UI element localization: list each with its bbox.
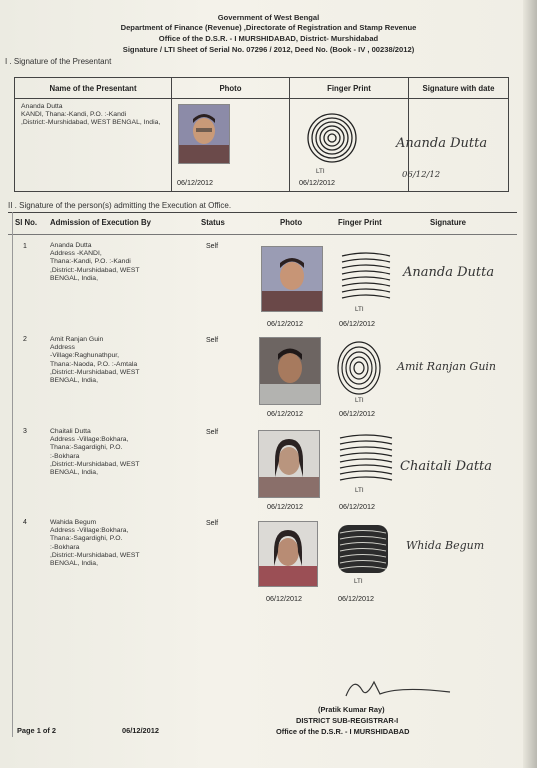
row4-address: Wahida Begum Address -Village:Bokhara, Thana:-Sagardighi, P.O. :-Bokhara ,District:-Murshidabad, WEST BENGAL, India, [50, 519, 140, 568]
row2-fingerprint [336, 340, 382, 396]
registrar-signature-mark [340, 672, 460, 702]
row4-sl: 4 [23, 519, 27, 526]
col-name-of-presentant: Name of the Presentant [15, 78, 172, 99]
row1-address: Ananda Dutta Address -KANDI, Thana:-Kandi, P.O. :-Kandi ,District:-Murshidabad, WEST BENGAL, India, [50, 242, 140, 282]
row3-fp-date: 06/12/2012 [339, 502, 375, 511]
presentant-signature: Ananda Dutta [396, 136, 488, 151]
row3-photo [258, 430, 320, 498]
row4-fingerprint [334, 523, 392, 575]
fingerprint-icon [334, 523, 392, 575]
col-photo: Photo [172, 78, 290, 99]
header-government: Government of West Bengal [217, 13, 320, 22]
row1-signature: Ananda Dutta [403, 265, 495, 280]
row3-signature: Chaitali Datta [400, 459, 493, 474]
presentant-address: Ananda Dutta KANDI, Thana:-Kandi, P.O. :-Kandi ,District:-Murshidabad, WEST BENGAL, India, [21, 103, 161, 127]
row2-sl: 2 [23, 336, 27, 343]
row3-fingerprint [338, 432, 394, 482]
presentant-lti: LTI [316, 168, 325, 175]
person-photo-icon [259, 522, 317, 586]
col-finger-print-2: Finger Print [338, 218, 382, 227]
presentant-fp-date: 06/12/2012 [299, 178, 335, 187]
row1-fingerprint [340, 248, 392, 302]
row3-photo-date: 06/12/2012 [267, 502, 303, 511]
row3-address: Chaitali Dutta Address -Village:Bokhara, Thana:-Sagardighi, P.O. :-Bokhara ,District:-Murshidabad, WEST BENGAL, India, [50, 428, 140, 477]
header-serial: Signature / LTI Sheet of Serial No. 07296 / 2012, Deed No. (Book - IV , 00238/2012) [122, 45, 415, 54]
header-department: Department of Finance (Revenue) ,Directorate of Registration and Stamp Revenue [120, 23, 417, 32]
fingerprint-icon [336, 340, 382, 396]
person-photo-icon [179, 105, 229, 163]
col-photo-2: Photo [280, 218, 303, 227]
col-admission-by: Admission of Execution By [50, 218, 151, 227]
section2-title: II . Signature of the person(s) admitting the Execution at Office. [8, 201, 232, 210]
row2-photo-date: 06/12/2012 [267, 409, 303, 418]
row2-signature: Amit Ranjan Guin [397, 360, 497, 373]
person-photo-icon [260, 338, 320, 404]
presentant-photo [178, 104, 230, 164]
row3-sl: 3 [23, 428, 27, 435]
row1-fp-date: 06/12/2012 [339, 319, 375, 328]
page-edge-shadow [523, 0, 537, 768]
fingerprint-icon [338, 432, 394, 482]
section2-header-top-rule [8, 212, 517, 213]
person-photo-icon [259, 431, 319, 497]
row2-fp-date: 06/12/2012 [339, 409, 375, 418]
row1-status: Self [206, 243, 219, 250]
row1-lti: LTI [355, 306, 364, 313]
header-office: Office of the D.S.R. - I MURSHIDABAD, District- Murshidabad [158, 34, 379, 43]
row2-photo [259, 337, 321, 405]
footer-date: 06/12/2012 [122, 726, 159, 735]
row2-lti: LTI [355, 397, 364, 404]
col-finger-print: Finger Print [290, 78, 409, 99]
section2-header-bottom-rule [8, 234, 517, 235]
officer-designation: DISTRICT SUB-REGISTRAR-I [296, 716, 399, 725]
row1-photo [261, 246, 323, 312]
row3-status: Self [206, 429, 219, 436]
presentant-photo-date: 06/12/2012 [177, 178, 213, 187]
row2-address: Amit Ranjan Guin Address -Village:Raghunathpur, Thana:-Naoda, P.O. :-Amtala ,District:-Murshidabad, WEST BENGAL, India, [50, 336, 140, 385]
person-photo-icon [262, 247, 322, 311]
row4-fp-date: 06/12/2012 [338, 594, 374, 603]
col-sl-no: Sl No. [15, 218, 38, 227]
officer-name: (Pratik Kumar Ray) [318, 705, 385, 714]
page-number: Page 1 of 2 [17, 726, 57, 735]
row3-lti: LTI [355, 487, 364, 494]
row4-photo [258, 521, 318, 587]
officer-office: Office of the D.S.R. - I MURSHIDABAD [276, 727, 410, 736]
presentant-fingerprint [304, 110, 360, 165]
row4-lti: LTI [354, 578, 363, 585]
col-status: Status [201, 218, 225, 227]
fingerprint-icon [304, 110, 360, 165]
row2-status: Self [206, 337, 219, 344]
section1-title: I . Signature of the Presentant [5, 57, 112, 66]
col-signature-with-date: Signature with date [409, 78, 509, 99]
col-signature-2: Signature [430, 218, 466, 227]
fingerprint-icon [340, 248, 392, 302]
row4-status: Self [206, 520, 219, 527]
row4-photo-date: 06/12/2012 [266, 594, 302, 603]
section2-left-rule [12, 212, 13, 737]
row1-photo-date: 06/12/2012 [267, 319, 303, 328]
row1-sl: 1 [23, 243, 27, 250]
presentant-signature-date: 06/12/12 [402, 170, 441, 180]
row4-signature: Whida Begum [406, 539, 485, 552]
